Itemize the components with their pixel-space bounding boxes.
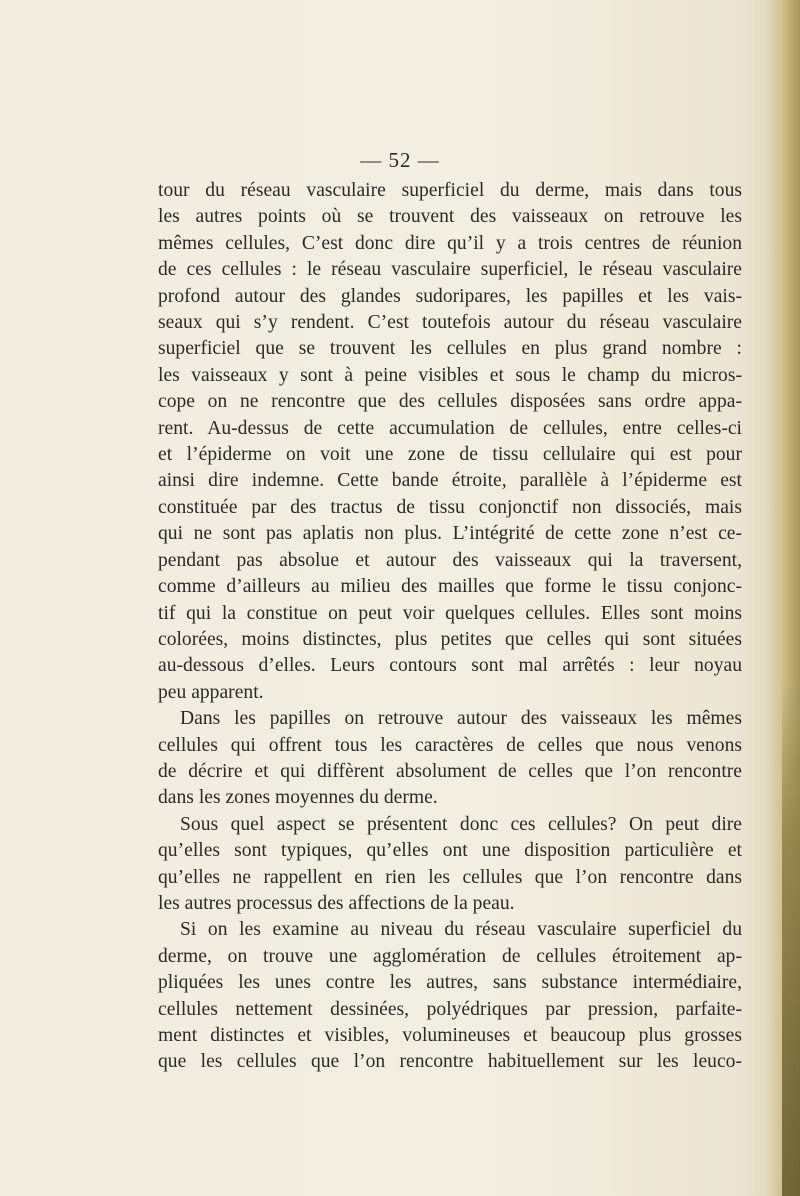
text-line: de décrire et qui diffèrent absolument de celles que l’on rencontre — [158, 760, 742, 782]
text-line: seaux qui s’y rendent. C’est toutefois autour du réseau vasculaire — [158, 312, 742, 334]
text-line: Dans les papilles on retrouve autour des vaisseaux les mêmes — [180, 708, 742, 730]
text-line: tif qui la constitue on peut voir quelques cellules. Elles sont moins — [158, 602, 742, 624]
text-line: et l’épiderme on voit une zone de tissu cellulaire qui est pour — [158, 444, 742, 466]
text-line: mêmes cellules, C’est donc dire qu’il y a trois centres de réunion — [158, 232, 742, 254]
paragraph — [158, 917, 742, 1075]
text-line: colorées, moins distinctes, plus petites que celles qui sont situées — [158, 628, 742, 650]
text-line: rent. Au-dessus de cette accumulation de cellules, entre celles-ci — [158, 417, 742, 439]
text-line: profond autour des glandes sudoripares, les papilles et les vais- — [158, 285, 742, 307]
page-number: — 52 — — [360, 148, 440, 172]
text-line: peu apparent. — [158, 681, 264, 703]
text-line: qu’elles ne rappellent en rien les cellules que l’on rencontre dans — [158, 866, 742, 888]
text-line: les autres points où se trouvent des vaisseaux on retrouve les — [158, 206, 742, 228]
text-line: qu’elles sont typiques, qu’elles ont une disposition particulière et — [158, 840, 742, 862]
text-line: qui ne sont pas aplatis non plus. L’intégrité de cette zone n’est ce- — [158, 523, 742, 545]
text-line: Sous quel aspect se présentent donc ces cellules? On peut dire — [180, 813, 742, 835]
text-line: comme d’ailleurs au milieu des mailles que forme le tissu conjonc- — [158, 576, 742, 598]
text-line: les autres processus des affections de la peau. — [158, 892, 515, 914]
text-line: constituée par des tractus de tissu conjonctif non dissociés, mais — [158, 496, 742, 518]
text-line: pendant pas absolue et autour des vaisseaux qui la traversent, — [158, 549, 742, 571]
paragraph — [158, 178, 742, 706]
text-line: derme, on trouve une agglomération de cellules étroitement ap- — [158, 945, 742, 967]
text-line: cellules qui offrent tous les caractères de celles que nous venons — [158, 734, 742, 756]
paragraph — [158, 812, 742, 918]
paragraph — [158, 706, 742, 812]
page-edge-stain — [782, 680, 800, 1196]
text-line: cope on ne rencontre que des cellules disposées sans ordre appa- — [158, 391, 742, 413]
text-line: superficiel que se trouvent les cellules en plus grand nombre : — [158, 338, 742, 360]
text-line: pliquées les unes contre les autres, sans substance intermédiaire, — [158, 972, 742, 994]
text-line: dans les zones moyennes du derme. — [158, 787, 438, 809]
text-line: au-dessous d’elles. Leurs contours sont mal arrêtés : leur noyau — [158, 655, 742, 677]
text-line: de ces cellules : le réseau vasculaire superficiel, le réseau vasculaire — [158, 259, 742, 281]
text-line: les vaisseaux y sont à peine visibles et sous le champ du micros- — [158, 364, 742, 386]
text-line: tour du réseau vasculaire superficiel du derme, mais dans tous — [158, 180, 742, 201]
text-line: Si on les examine au niveau du réseau vasculaire superficiel du — [180, 919, 742, 941]
body-text — [158, 178, 742, 1076]
text-line: ment distinctes et visibles, volumineuses et beaucoup plus grosses — [158, 1025, 742, 1046]
text-line: cellules nettement dessinées, polyédriques par pression, parfaite- — [158, 998, 742, 1020]
text-line: que les cellules que l’on rencontre habituellement sur les leuco- — [158, 1051, 742, 1073]
text-line: ainsi dire indemne. Cette bande étroite, parallèle à l’épiderme est — [158, 470, 742, 492]
